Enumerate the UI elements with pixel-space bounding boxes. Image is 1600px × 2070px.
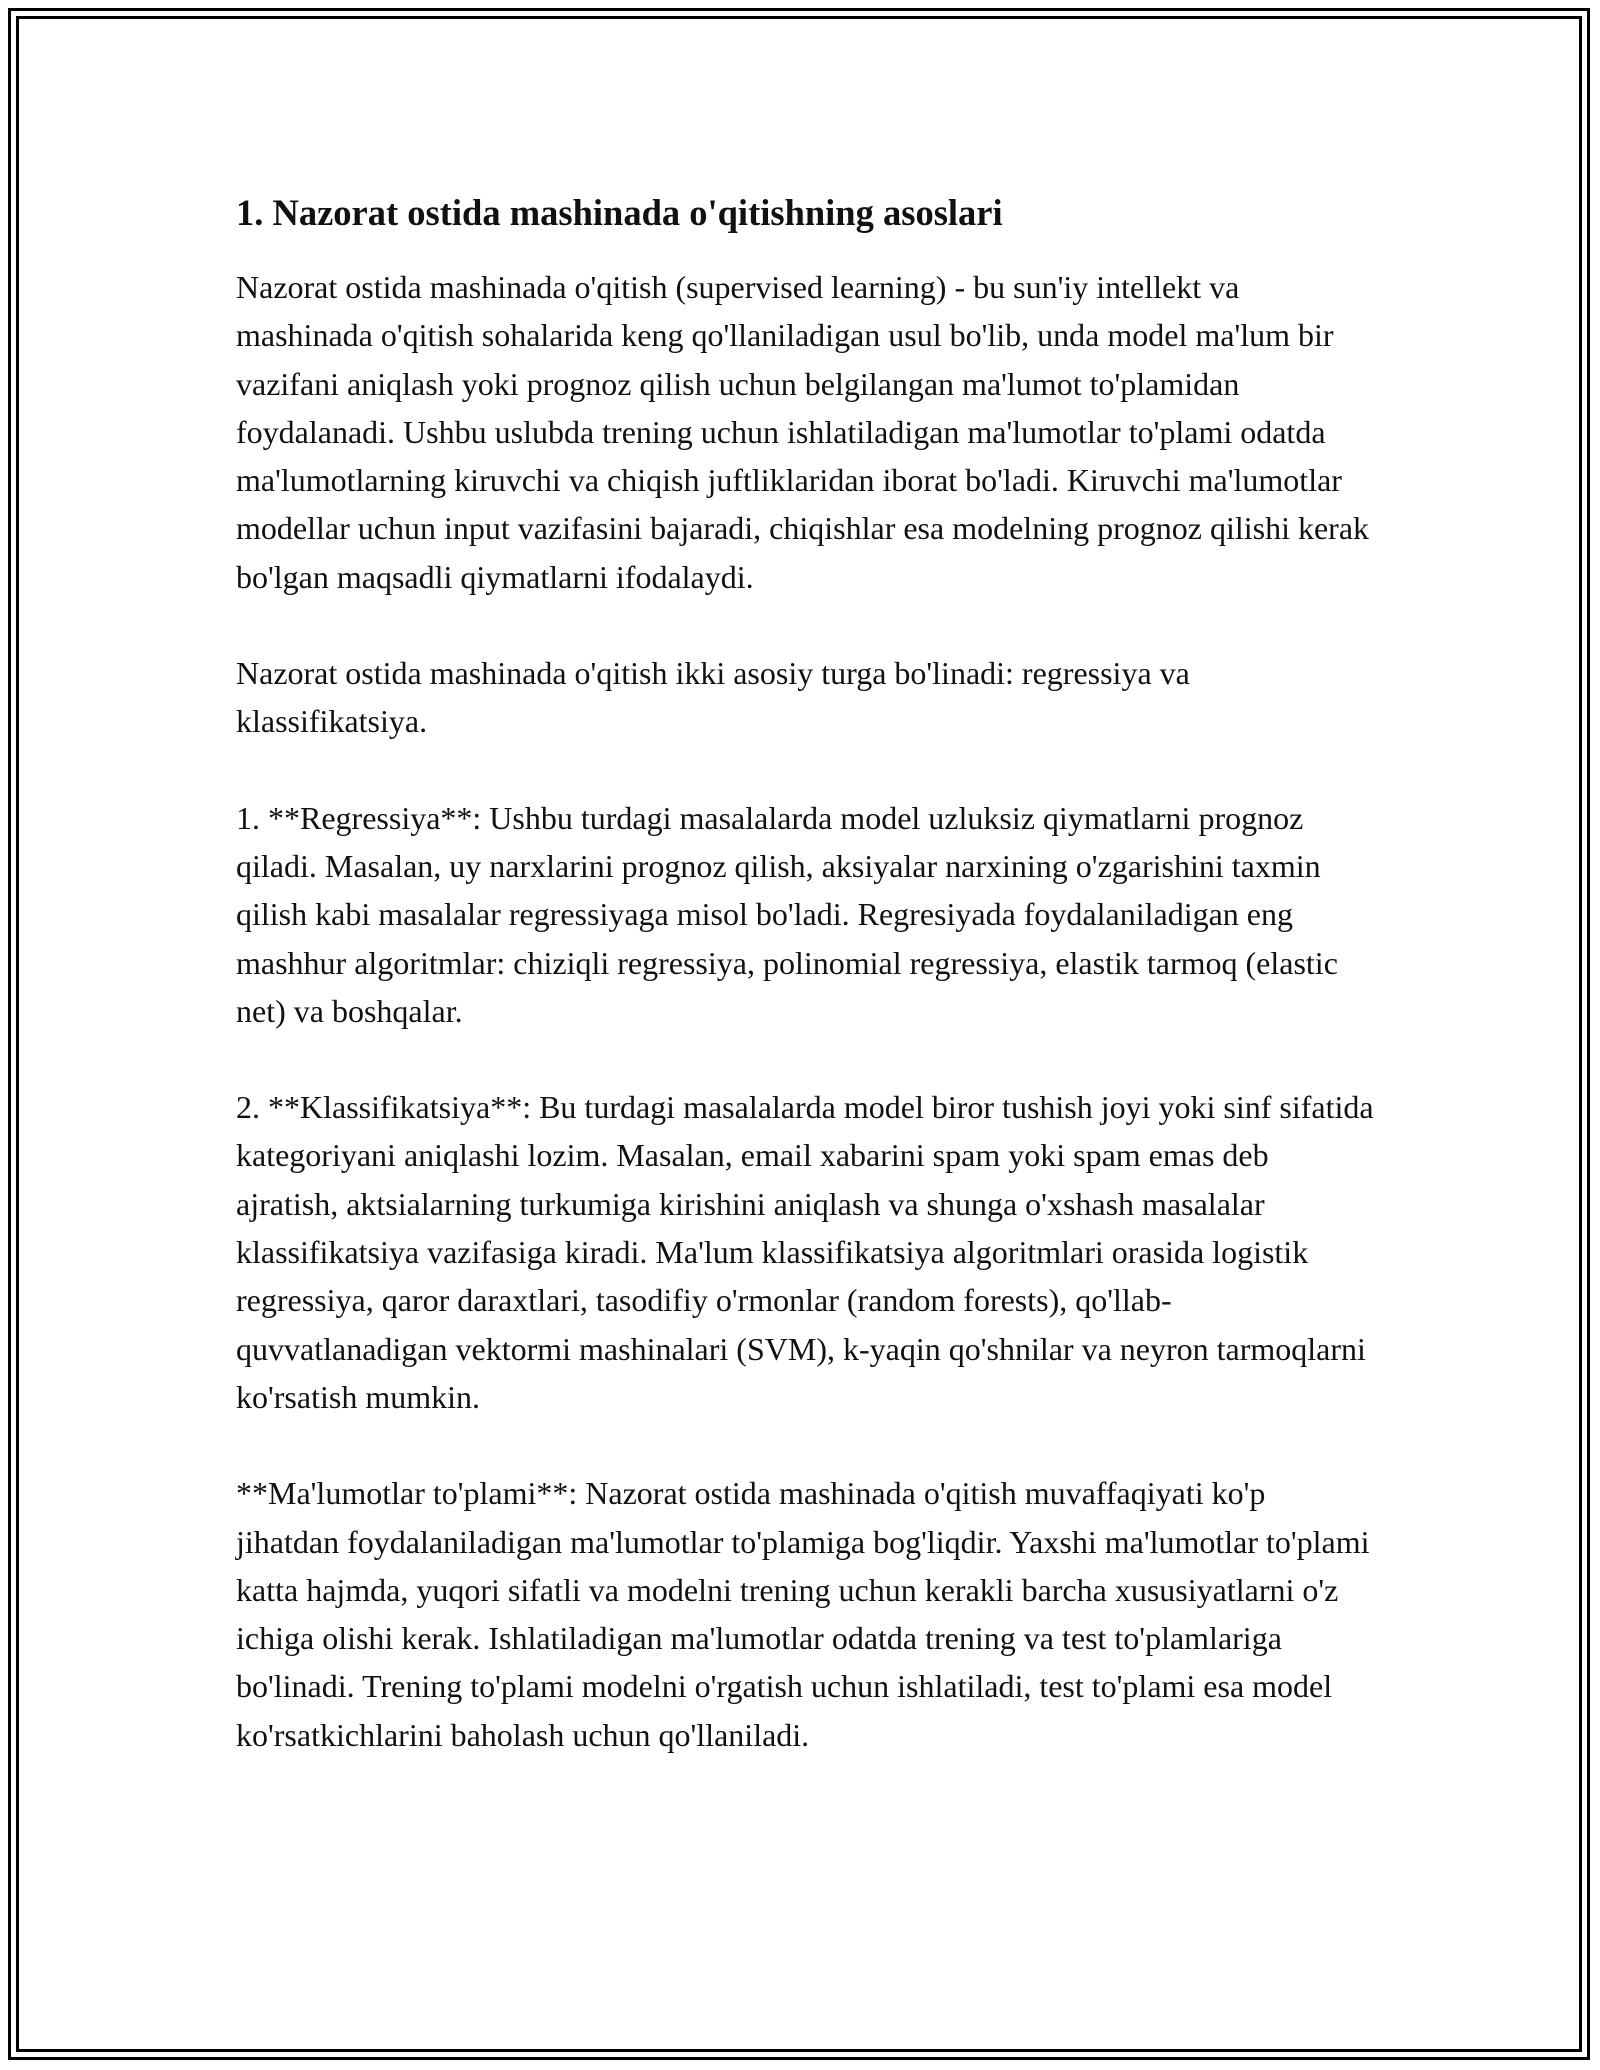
document-body: [236, 183, 1376, 1759]
paragraph-regression: 1. **Regressiya**: Ushbu turdagi masalalarda model uzluksiz qiymatlarni prognoz qiladi. Masalan, uy narxlarini prognoz qilish, aksiyalar narxining o'zgarishini taxmin qilish kabi masalalar regressiyaga misol bo'ladi. Regresiyada foydalaniladigan eng mashhur algoritmlar: chiziqli regressiya, polinomial regressiya, elastik tarmoq (elastic net) va boshqalar.: [236, 799, 1338, 1029]
paragraph-dataset: **Ma'lumotlar to'plami**: Nazorat ostida mashinada o'qitish muvaffaqiyati ko'p jihatdan foydalaniladigan ma'lumotlar to'plamiga bog'liqdir. Yaxshi ma'lumotlar to'plami katta hajmda, yuqori sifatli va modelni trening uchun kerakli barcha xususiyatlarni o'z ichiga olishi kerak. Ishlatiladigan ma'lumotlar odatda trening va test to'plamlariga bo'linadi. Trening to'plami modelni o'rgatish uchun ishlatiladi, test to'plami esa model ko'rsatkichlarini baholash uchun qo'llaniladi.: [236, 1475, 1370, 1753]
paragraph-intro: Nazorat ostida mashinada o'qitish (supervised learning) - bu sun'iy intellekt va mashinada o'qitish sohalarida keng qo'llaniladigan usul bo'lib, unda model ma'lum bir vazifani aniqlash yoki prognoz qilish uchun belgilangan ma'lumot to'plamidan foydalanadi. Ushbu uslubda trening uchun ishlatiladigan ma'lumotlar to'plami odatda ma'lumotlarning kiruvchi va chiqish juftliklaridan iborat bo'ladi. Kiruvchi ma'lumotlar modellar uchun input vazifasini bajaradi, chiqishlar esa modelning prognoz qilishi kerak bo'lgan maqsadli qiymatlarni ifodalaydi.: [236, 269, 1370, 595]
section-heading: 1. Nazorat ostida mashinada o'qitishning asoslari: [236, 192, 1003, 233]
paragraph-types: Nazorat ostida mashinada o'qitish ikki asosiy turga bo'linadi: regressiya va klassifikatsiya.: [236, 655, 1190, 740]
paragraph-classification: 2. **Klassifikatsiya**: Bu turdagi masalalarda model biror tushish joyi yoki sinf sifatida kategoriyani aniqlashi lozim. Masalan, email xabarini spam yoki spam emas deb ajratish, aktsialarning turkumiga kirishini aniqlash va shunga o'xshash masalalar klassifikatsiya vazifasiga kiradi. Ma'lum klassifikatsiya algoritmlari orasida logistik regressiya, qaror daraxtlari, tasodifiy o'rmonlar (random forests), qo'llab-quvvatlanadigan vektormi mashinalari (SVM), k-yaqin qo'shnilar va neyron tarmoqlarni ko'rsatish mumkin.: [236, 1089, 1374, 1415]
